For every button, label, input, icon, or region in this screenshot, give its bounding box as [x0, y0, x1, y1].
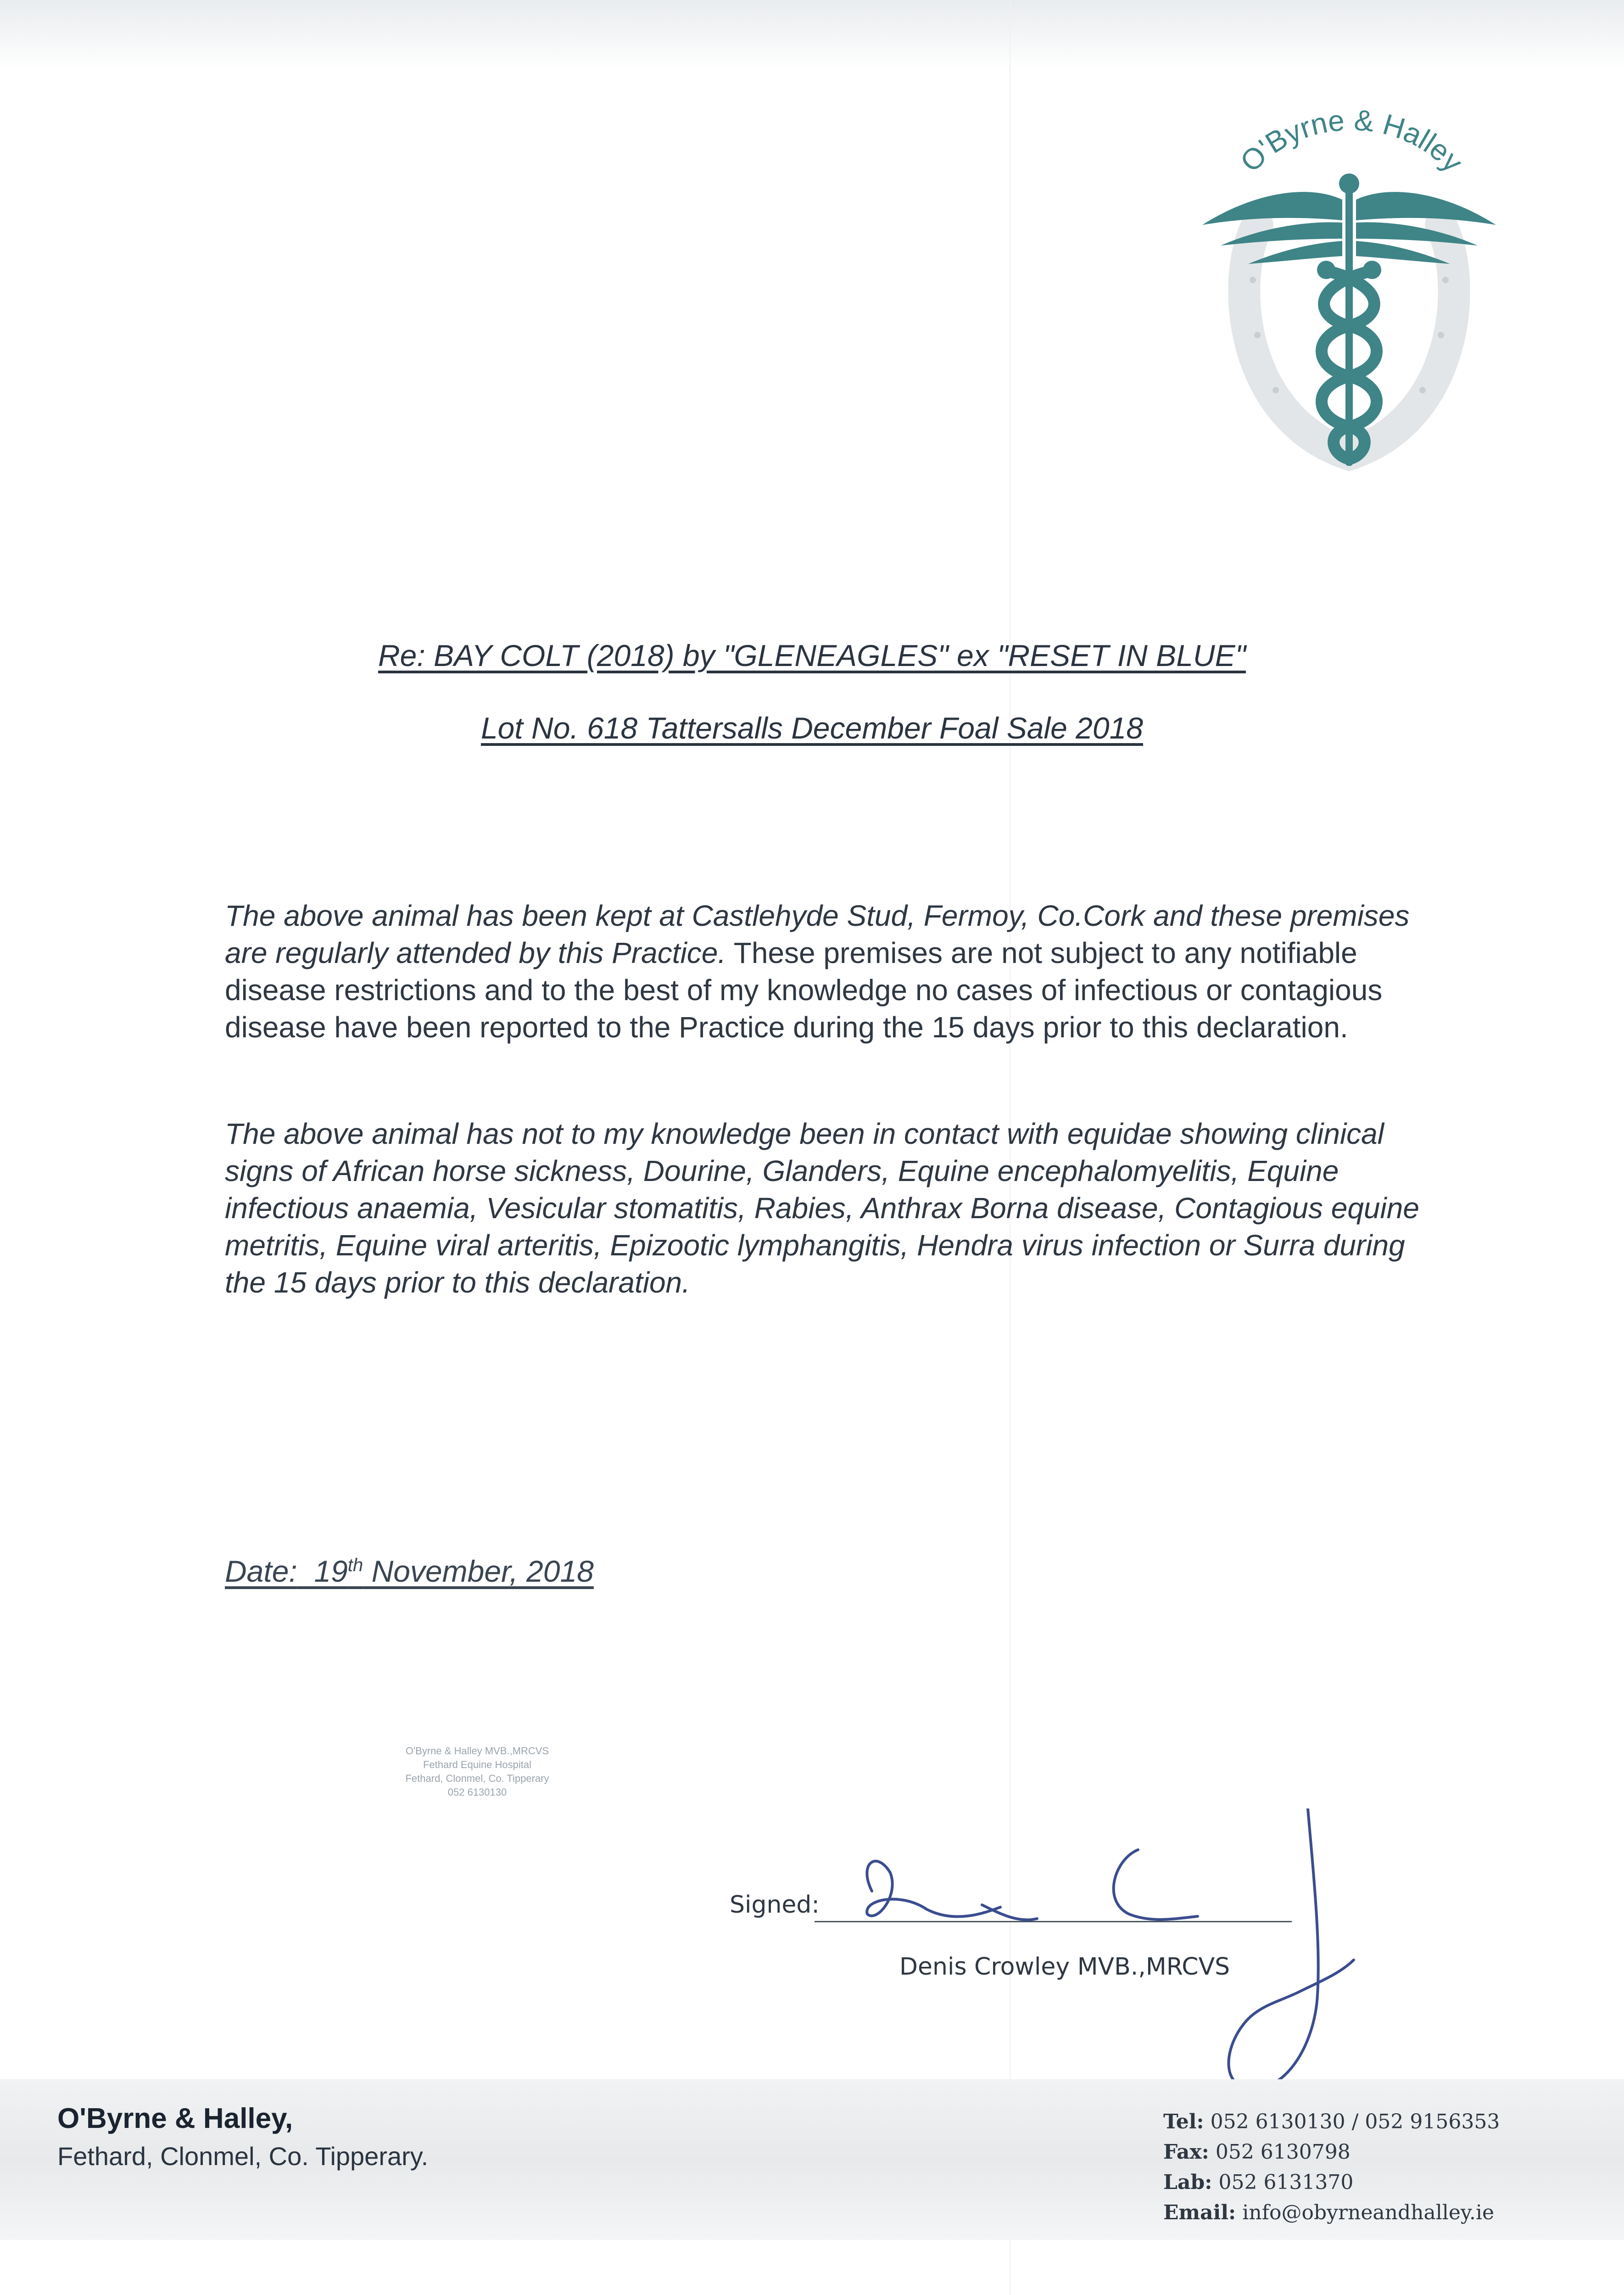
paragraph-premises-italic: The above animal has been kept at Castlehyde Stud, Fermoy, Co.Cork and these premises are regularly attended by this Practice. — [225, 899, 1410, 969]
email-label: Email: — [1163, 2201, 1236, 2224]
signer-name: Denis Crowley MVB.,MRCVS — [899, 1953, 1230, 1981]
stamp-line: Fethard, Clonmel, Co. Tipperary — [405, 1773, 549, 1784]
footer-contact — [1163, 2107, 1500, 2228]
tel-label: Tel: — [1163, 2110, 1204, 2133]
lab-label: Lab: — [1163, 2171, 1212, 2194]
paragraph-premises-rest: These premises are not subject to any notifiable disease restrictions and to the best of my knowledge no cases of infectious or contagious disease have been reported to the Practice during the 15 days prior to this declaration. — [225, 936, 1383, 1044]
lab-value: 052 6131370 — [1218, 2171, 1354, 2194]
email-value: info@obyrneandhalley.ie — [1242, 2201, 1494, 2224]
fax-label: Fax: — [1163, 2140, 1209, 2164]
svg-text:O'Byrne & Halley — [1234, 103, 1470, 178]
signed-label: Signed: — [730, 1891, 820, 1919]
tel-value: 052 6130130 / 052 9156353 — [1210, 2110, 1500, 2133]
fax-value: 052 6130798 — [1215, 2140, 1351, 2164]
date-label: Date: — [225, 1554, 297, 1588]
contact-lab — [1163, 2167, 1500, 2198]
stamp-line: O'Byrne & Halley MVB.,MRCVS — [405, 1745, 549, 1757]
footer-address: Fethard, Clonmel, Co. Tipperary. — [57, 2142, 429, 2171]
stamp-line: 052 6130130 — [447, 1786, 507, 1798]
footer-firm-name: O'Byrne & Halley, — [57, 2103, 293, 2134]
contact-email — [1163, 2198, 1500, 2228]
paragraph-premises — [225, 897, 1436, 1046]
stamp-line: Fethard Equine Hospital — [423, 1759, 532, 1770]
contact-tel — [1163, 2107, 1500, 2137]
lot-heading: Lot No. 618 Tattersalls December Foal Sale 2018 — [480, 711, 1144, 745]
caduceus-horseshoe-logo — [1189, 87, 1510, 482]
date-suffix: th — [347, 1555, 363, 1575]
practice-stamp — [381, 1744, 574, 1799]
date-day: 19 — [314, 1554, 348, 1588]
scan-shadow — [0, 0, 1624, 69]
date-rest: November, 2018 — [371, 1554, 594, 1588]
declaration-date — [225, 1554, 594, 1589]
contact-fax — [1163, 2137, 1500, 2167]
paragraph-disease-contact: The above animal has not to my knowledge been in contact with equidae showing clinical signs of African horse sickness, Dourine, Glanders, Equine encephalomyelitis, Equine infectious anaemia, Vesicular stomatitis, Rabies, Anthrax Borna disease, Contagious equine metritis, Equine viral arteritis, Epizootic lymphangitis, Hendra virus infection or Surra during the 15 days prior to this declaration. — [225, 1117, 1419, 1299]
subject-heading: Re: BAY COLT (2018) by "GLENEAGLES" ex "RESET IN BLUE" — [378, 638, 1246, 672]
logo-text: O'Byrne & Halley — [1233, 103, 1470, 179]
